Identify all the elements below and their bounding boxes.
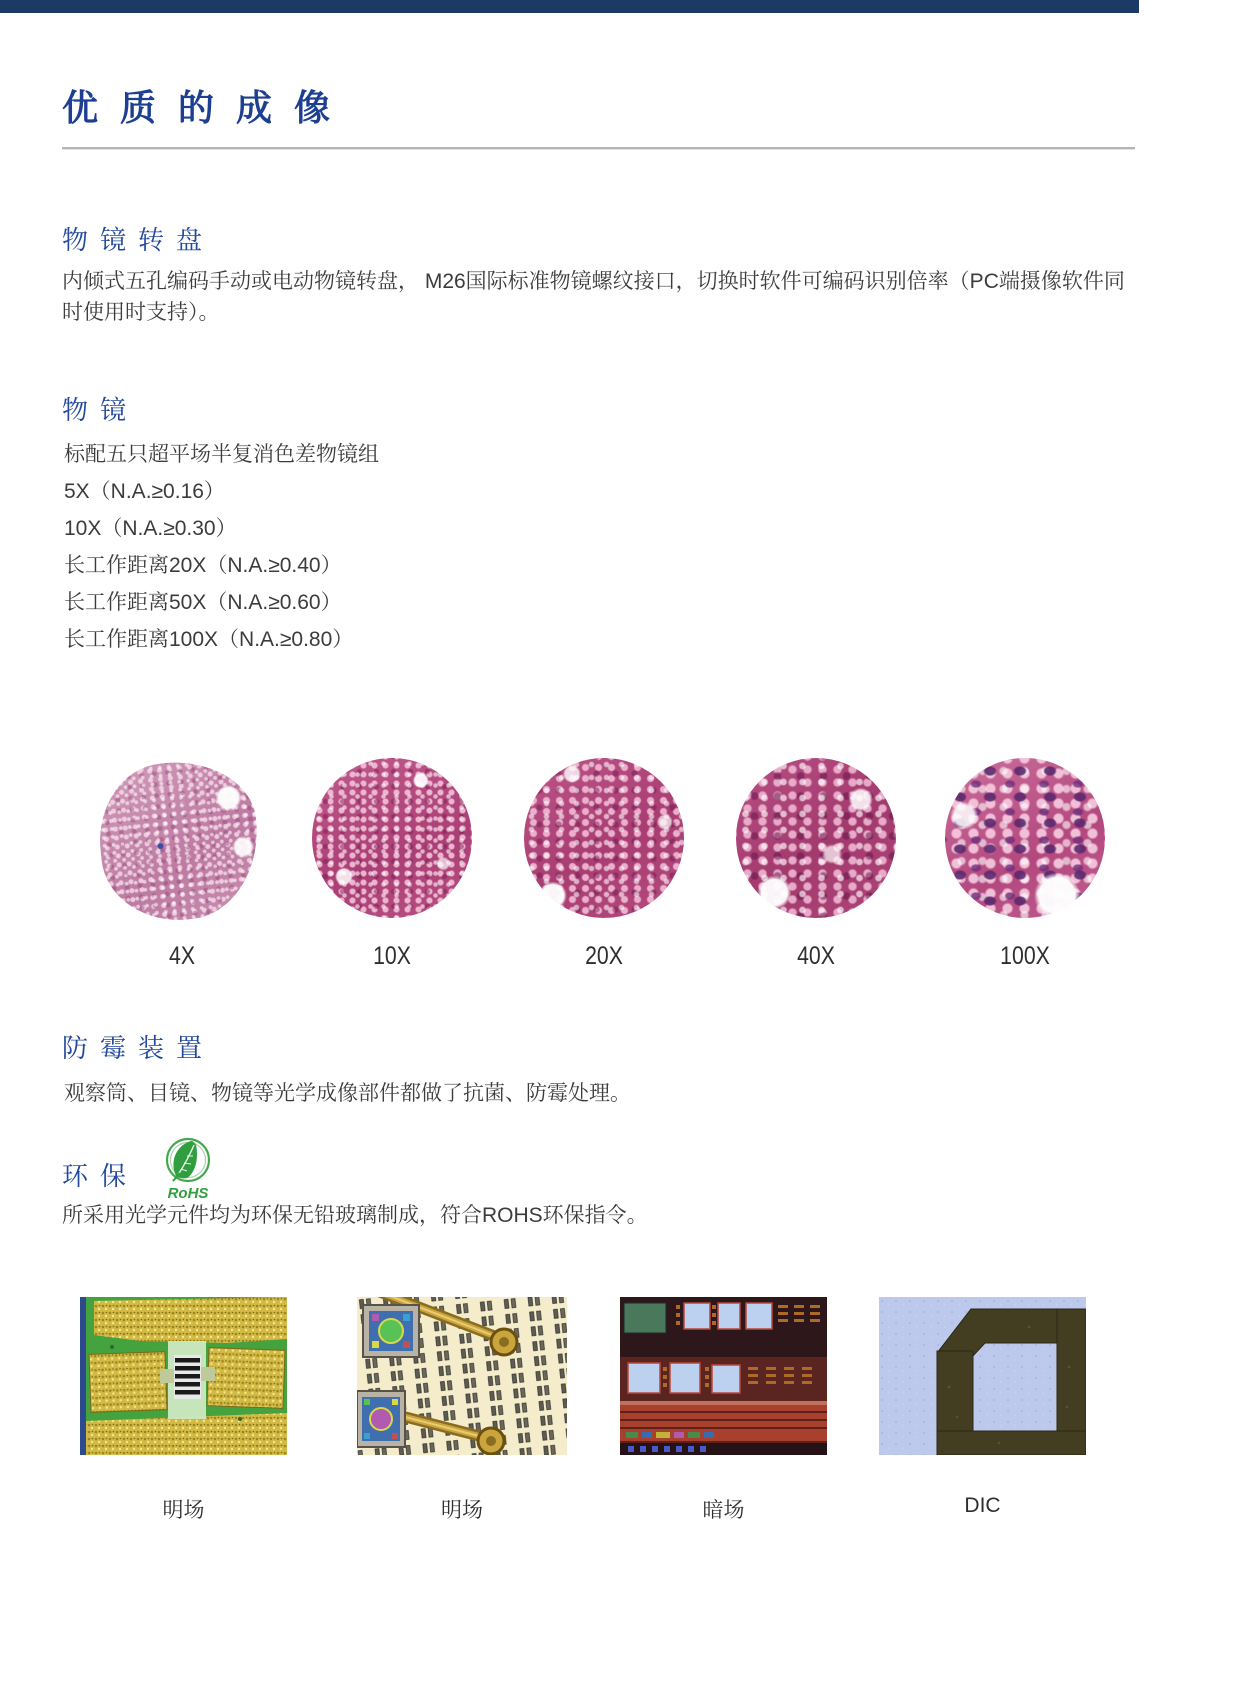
- rohs-logo-text: RoHS: [167, 1185, 209, 1202]
- objectives-intro: 标配五只超平场半复消色差物镜组: [64, 443, 379, 466]
- tissue-sample-20x-image: [524, 758, 684, 918]
- objectives-spec-list: [64, 436, 379, 658]
- die-structure-top-left: [363, 1305, 419, 1357]
- dic-chip-image: [879, 1297, 1086, 1455]
- spec-line-50x: 长工作距离50X（N.A.≥0.60）: [64, 591, 342, 614]
- darkfield-chip-image: [620, 1297, 827, 1455]
- pad-row-top: [684, 1303, 772, 1329]
- chip-label-dic: DIC: [964, 1494, 1001, 1517]
- mag-label-4x: 4X: [168, 942, 196, 970]
- title-divider: [62, 147, 1135, 150]
- top-accent-bar: [0, 0, 1139, 13]
- antifungal-section-heading: 防霉装置: [62, 1033, 215, 1063]
- objectives-section-heading: 物镜: [62, 395, 139, 425]
- brightfield-chip-image-2: [357, 1297, 567, 1455]
- spec-line-10x: 10X（N.A.≥0.30）: [64, 517, 237, 540]
- antifungal-section-body: 观察筒、目镜、物镜等光学成像部件都做了抗菌、防霉处理。: [64, 1082, 631, 1105]
- brightfield-chip-image-1: [80, 1297, 287, 1455]
- tissue-sample-10x-image: [312, 758, 472, 918]
- chip-label-brightfield-2: 明场: [441, 1499, 483, 1522]
- die-structure-bottom-left: [357, 1391, 405, 1447]
- tissue-sample-100x-image: [945, 758, 1105, 918]
- spec-line-100x: 长工作距离100X（N.A.≥0.80）: [64, 628, 354, 651]
- spec-line-5x: 5X（N.A.≥0.16）: [64, 480, 225, 503]
- mag-label-40x: 40X: [797, 942, 835, 970]
- tissue-sample-40x-image: [736, 758, 896, 918]
- mag-label-100x: 100X: [1000, 942, 1050, 970]
- mag-label-10x: 10X: [373, 942, 411, 970]
- pad-row-middle: [628, 1363, 740, 1393]
- tissue-sample-4x-image: [92, 754, 266, 928]
- eco-section-body: 所采用光学元件均为环保无铅玻璃制成，符合ROHS环保指令。: [62, 1204, 648, 1227]
- chip-label-darkfield: 暗场: [702, 1499, 745, 1522]
- turret-section-heading: 物镜转盘: [62, 225, 215, 255]
- spec-line-20x: 长工作距离20X（N.A.≥0.40）: [64, 554, 342, 577]
- rohs-icon: [160, 1134, 216, 1202]
- turret-section-body: 内倾式五孔编码手动或电动物镜转盘， M26国际标准物镜螺纹接口，切换时软件可编码识别倍率（PC端摄像软件同时使用时支持）。: [62, 270, 1125, 324]
- eco-section-heading: 环保: [62, 1161, 139, 1191]
- chip-label-brightfield-1: 明场: [162, 1499, 205, 1522]
- page-title: 优质的成像: [62, 87, 353, 128]
- mag-label-20x: 20X: [585, 942, 623, 970]
